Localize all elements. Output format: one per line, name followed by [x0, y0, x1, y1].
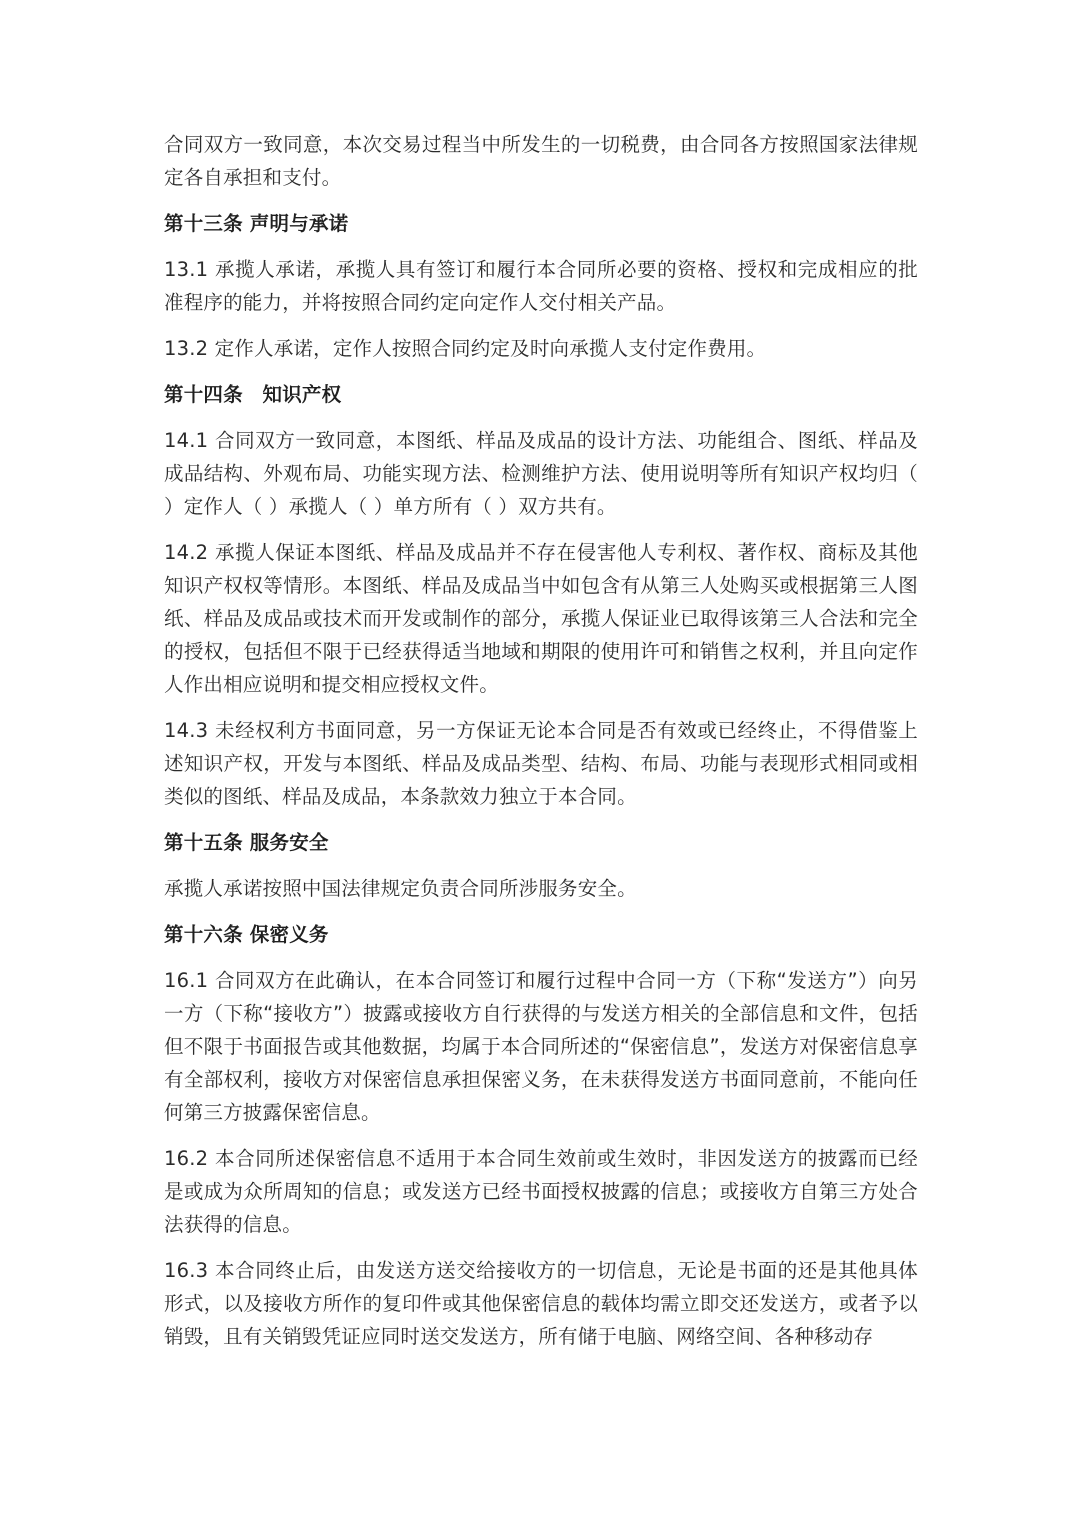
- tax-clause-paragraph: 合同双方一致同意，本次交易过程当中所发生的一切税费，由合同各方按照国家法律规定各自承担和支付。: [164, 133, 918, 189]
- clause-15-body: 承揽人承诺按照中国法律规定负责合同所涉服务安全。: [164, 877, 637, 900]
- clause-16-3: 16.3 本合同终止后，由发送方送交给接收方的一切信息，无论是书面的还是其他具体形式，以及接收方所作的复印件或其他保密信息的载体均需立即交还发送方，或者予以销毁，且有关销毁凭证应同时送交发送方，所有储于电脑、网络空间、各种移动存: [164, 1259, 918, 1348]
- article-14-heading: 第十四条 知识产权: [164, 383, 342, 406]
- article-15-heading: 第十五条 服务安全: [164, 831, 329, 854]
- clause-14-1: 14.1 合同双方一致同意，本图纸、样品及成品的设计方法、功能组合、图纸、样品及成品结构、外观布局、功能实现方法、检测维护方法、使用说明等所有知识产权均归（ ）定作人（ ）承揽人（ ）单方所有（ ）双方共有。: [164, 429, 918, 518]
- clause-14-2: 14.2 承揽人保证本图纸、样品及成品并不存在侵害他人专利权、著作权、商标及其他知识产权权等情形。本图纸、样品及成品当中如包含有从第三人处购买或根据第三人图纸、样品及成品或技术而开发或制作的部分，承揽人保证业已取得该第三人合法和完全的授权，包括但不限于已经获得适当地域和期限的使用许可和销售之权利，并且向定作人作出相应说明和提交相应授权文件。: [164, 541, 918, 696]
- clause-16-2: 16.2 本合同所述保密信息不适用于本合同生效前或生效时，非因发送方的披露而已经是或成为众所周知的信息；或发送方已经书面授权披露的信息；或接收方自第三方处合法获得的信息。: [164, 1147, 918, 1236]
- clause-16-1: 16.1 合同双方在此确认，在本合同签订和履行过程中合同一方（下称“发送方”）向另一方（下称“接收方”）披露或接收方自行获得的与发送方相关的全部信息和文件，包括但不限于书面报告或其他数据，均属于本合同所述的“保密信息”，发送方对保密信息享有全部权利，接收方对保密信息承担保密义务，在未获得发送方书面同意前，不能向任何第三方披露保密信息。: [164, 969, 918, 1124]
- clause-13-2: 13.2 定作人承诺，定作人按照合同约定及时向承揽人支付定作费用。: [164, 337, 767, 360]
- clause-14-3: 14.3 未经权利方书面同意，另一方保证无论本合同是否有效或已经终止，不得借鉴上述知识产权，开发与本图纸、样品及成品类型、结构、布局、功能与表现形式相同或相类似的图纸、样品及成品，本条款效力独立于本合同。: [164, 719, 918, 808]
- article-16-heading: 第十六条 保密义务: [164, 923, 329, 946]
- clause-13-1: 13.1 承揽人承诺，承揽人具有签订和履行本合同所必要的资格、授权和完成相应的批准程序的能力，并将按照合同约定向定作人交付相关产品。: [164, 258, 918, 314]
- article-13-heading: 第十三条 声明与承诺: [164, 212, 349, 235]
